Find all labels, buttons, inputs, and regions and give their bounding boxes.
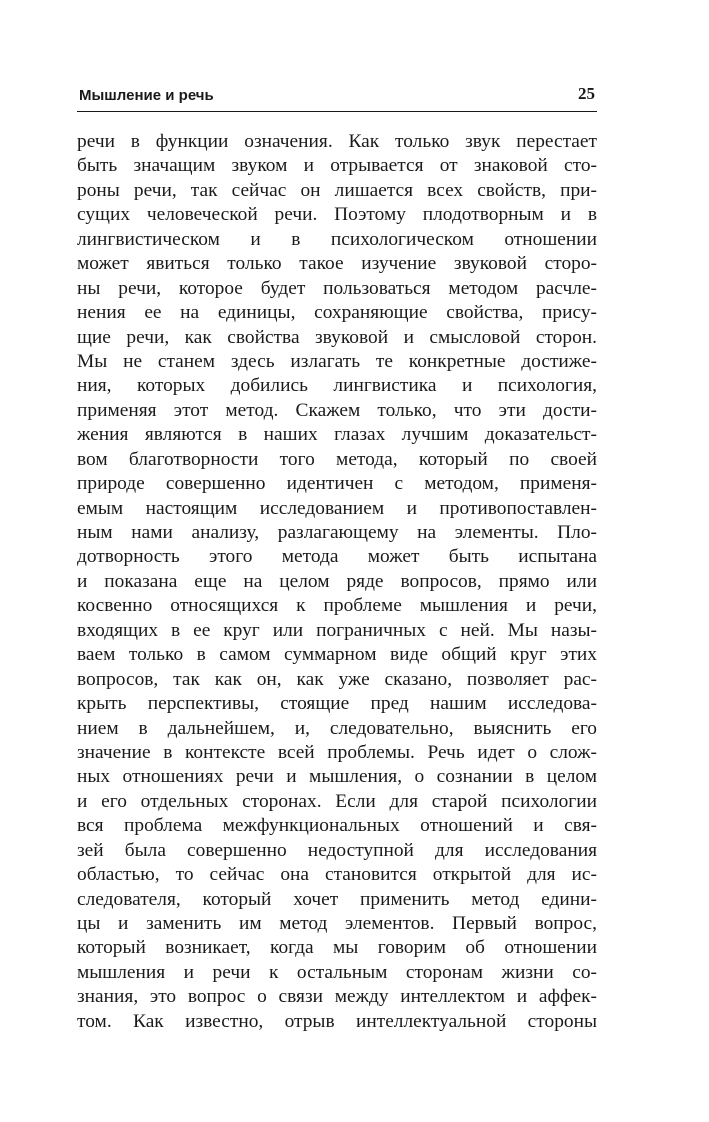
text-line: и показана еще на целом ряде вопросов, прямо или [77, 570, 597, 592]
text-line: ным нами анализу, разлагающему на элементы. Пло- [77, 522, 597, 543]
text-line: косвенно относящихся к проблеме мышления и речи, [77, 595, 597, 617]
text-line: значение в контексте всей проблемы. Речь идет о слож- [77, 741, 597, 763]
text-line: следователя, который хочет применить метод едини- [77, 888, 597, 910]
text-line: вопросов, так как он, как уже сказано, позволяет рас- [77, 668, 597, 690]
text-line: может явиться только такое изучение звуковой сторо- [77, 253, 597, 275]
text-line: зей была совершенно недоступной для исследования [77, 839, 597, 861]
header-rule [77, 111, 597, 112]
text-line: вся проблема межфункциональных отношений и свя- [77, 815, 597, 837]
text-line: щие речи, как свойства звуковой и смысловой сторон. [77, 326, 597, 348]
text-line: входящих в ее круг или пограничных с ней. Мы назы- [77, 619, 597, 641]
text-line: природе совершенно идентичен с методом, применя- [77, 473, 597, 495]
text-line: вом благотворности того метода, который по своей [77, 448, 597, 470]
text-line: роны речи, так сейчас он лишается всех свойств, при- [77, 179, 597, 201]
text-line: ны речи, которое будет пользоваться методом расчле- [77, 277, 597, 299]
text-line: ния, которых добились лингвистика и психология, [77, 375, 597, 397]
text-line: применяя этот метод. Скажем только, что эти дости- [77, 399, 597, 421]
text-line: который возникает, когда мы говорим об отношении [77, 937, 597, 959]
text-line: Мы не станем здесь излагать те конкретные достиже- [77, 350, 597, 372]
running-header-title: Мышление и речь [79, 87, 214, 104]
text-line: мышления и речи к остальным сторонам жизни со- [77, 961, 597, 983]
text-line: дотворность этого метода может быть испытана [77, 546, 597, 568]
text-line: лингвистическом и в психологическом отношении [77, 228, 597, 250]
text-line: емым настоящим исследованием и противопоставлен- [77, 497, 597, 519]
body-text [77, 130, 597, 1034]
text-line: быть значащим звуком и отрывается от знаковой сто- [77, 155, 597, 177]
text-line: и его отдельных сторонах. Если для старой психологии [77, 790, 597, 812]
text-line: сущих человеческой речи. Поэтому плодотворным и в [77, 204, 597, 226]
text-line: том. Как известно, отрыв интеллектуальной стороны [77, 1010, 597, 1032]
text-line: нения ее на единицы, сохраняющие свойства, прису- [77, 302, 597, 324]
text-line: жения являются в наших глазах лучшим доказательст- [77, 424, 597, 446]
text-line: цы и заменить им метод элементов. Первый вопрос, [77, 913, 597, 934]
text-line: крыть перспективы, стоящие пред нашим исследова- [77, 693, 597, 715]
text-line: нием в дальнейшем, и, следовательно, выяснить его [77, 717, 597, 739]
page-number: 25 [578, 84, 595, 103]
text-line: ваем только в самом суммарном виде общий круг этих [77, 644, 597, 666]
text-line: областью, то сейчас она становится открытой для ис- [77, 864, 597, 886]
text-line: знания, это вопрос о связи между интеллектом и аффек- [77, 986, 597, 1008]
running-header [77, 86, 597, 110]
text-line: речи в функции означения. Как только звук перестает [77, 131, 597, 152]
text-line: ных отношениях речи и мышления, о сознании в целом [77, 766, 597, 788]
